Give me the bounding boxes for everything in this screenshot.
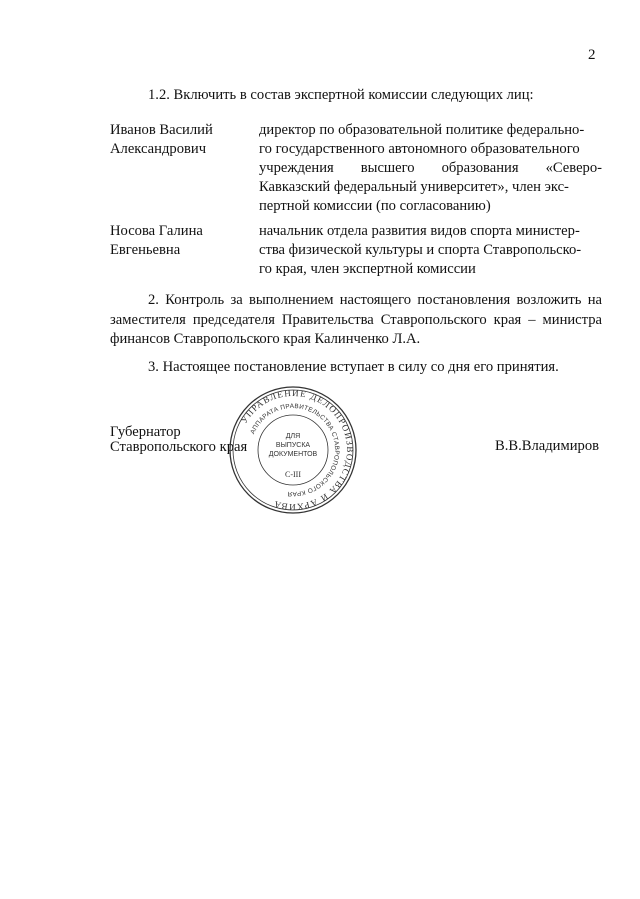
signatory-title-line: Ставропольского края bbox=[110, 439, 248, 455]
signatory-name: В.В.Владимиров bbox=[495, 438, 600, 454]
member-desc-line: директор по образовательной политике федерально- bbox=[259, 122, 585, 138]
stamp-center-line: ДОКУМЕНТОВ bbox=[268, 451, 318, 458]
section-1-2-heading: 1.2. Включить в состав экспертной комиссии следующих лиц: bbox=[148, 87, 534, 103]
member-description bbox=[259, 222, 602, 279]
member-name bbox=[110, 222, 260, 260]
stamp-outer-text: УПРАВЛЕНИЕ ДЕЛОПРОИЗВОДСТВА И АРХИВА bbox=[238, 387, 356, 513]
stamp-center-line: ВЫПУСКА bbox=[275, 442, 311, 449]
member-desc-line: ства физической культуры и спорта Ставропольско- bbox=[259, 242, 582, 258]
member-desc-line: пертной комиссии (по согласованию) bbox=[259, 198, 491, 214]
page-number: 2 bbox=[588, 47, 596, 63]
member-name bbox=[110, 121, 260, 159]
member-description bbox=[259, 121, 602, 216]
member-name-line: Александрович bbox=[110, 141, 207, 157]
paragraph-2 bbox=[110, 291, 602, 350]
paragraph-line: 2. Контроль за выполнением настоящего постановления возложить на bbox=[148, 292, 602, 308]
member-desc-line: Кавказский федеральный университет», член экс- bbox=[259, 179, 569, 195]
paragraph-3: 3. Настоящее постановление вступает в силу со дня его принятия. bbox=[148, 359, 559, 375]
stamp-inner-text: АППАРАТА ПРАВИТЕЛЬСТВА СТАВРОПОЛЬСКОГО КРАЯ bbox=[249, 402, 341, 498]
signatory-title-line: Губернатор bbox=[110, 424, 181, 440]
signatory-title bbox=[110, 425, 247, 455]
member-name-line: Евгеньевна bbox=[110, 242, 181, 258]
paragraph-line: заместителя председателя Правительства Ставропольского края – министра bbox=[110, 311, 602, 328]
member-name-line: Иванов Василий bbox=[110, 122, 213, 138]
stamp-center-line: ДЛЯ bbox=[285, 433, 301, 440]
paragraph-line: финансов Ставропольского края Калинченко Л.А. bbox=[110, 331, 421, 347]
official-stamp bbox=[228, 385, 358, 515]
member-desc-line: начальник отдела развития видов спорта министер- bbox=[259, 223, 580, 239]
stamp-code: С-III bbox=[285, 470, 301, 479]
member-desc-line: учреждения высшего образования «Северо- bbox=[259, 160, 602, 176]
member-name-line: Носова Галина bbox=[110, 223, 203, 239]
member-desc-line: го края, член экспертной комиссии bbox=[259, 261, 476, 277]
member-desc-line: го государственного автономного образовательного bbox=[259, 141, 580, 157]
